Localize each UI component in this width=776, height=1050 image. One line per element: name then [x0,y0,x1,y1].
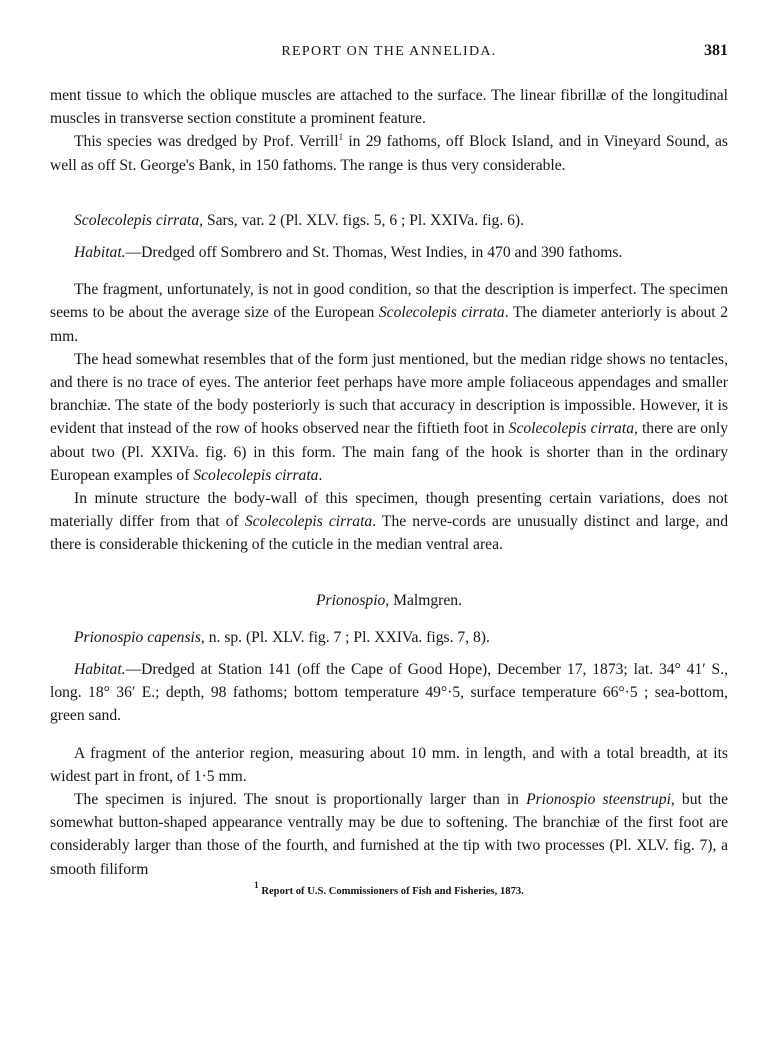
paragraph-text: , but the somewhat button-shaped appearance ventrally may be due to softening. The branchiæ of the first foot are considerably larger than those of the fourth, and furnished at the tip with two processes (Pl. XLV. fig. 7), a smooth filiform [50,791,728,878]
paragraph-condition [50,278,728,348]
species-citation: , Sars, var. 2 (Pl. XLV. figs. 5, 6 ; Pl. XXIVa. fig. 6). [199,211,525,229]
species-name: Scolecolepis cirrata [244,513,373,531]
footnote-mark: 1 [254,879,259,890]
paragraph-text: . The diameter anteriorly is about 2 mm. [50,304,728,345]
paragraph-text: ment tissue to which the oblique muscles are attached to the surface. The linear fibrillæ of the longitudinal muscles in transverse section constitute a prominent feature. [50,87,728,128]
paragraph-text: The specimen is injured. The snout is proportionally larger than in [74,791,527,809]
page [50,40,728,899]
habitat-scolecolepis [50,241,728,264]
genus-author: , Malmgren. [385,591,462,609]
footnote-text: Report of U.S. Commissioners of Fish and Fisheries, 1873. [258,885,524,897]
species-citation: , n. sp. (Pl. XLV. fig. 7 ; Pl. XXIVa. figs. 7, 8). [200,628,490,646]
paragraph-text: This species was dredged by Prof. Verrill [74,133,339,151]
paragraph-text: The fragment, unfortunately, is not in good condition, so that the description is imperfect. The specimen seems to be about the average size of the European [50,281,728,322]
species-name: Scolecolepis cirrata [378,304,505,322]
paragraph-fragment [50,742,728,788]
paragraph-text: . [318,466,323,484]
habitat-label: Habitat. [74,661,126,679]
paragraph-text: . The nerve-cords are unusually distinct and large, and there is considerable thickening of the cuticle in the median ventral area. [50,513,728,554]
paragraph-head [50,348,728,487]
paragraph-text: In minute structure the body-wall of this specimen, though presenting certain variations, does not materially differ from that of [50,490,728,531]
genus-heading-prionospio [50,589,728,612]
genus-name: Prionospio [316,591,386,609]
species-heading-scolecolepis [50,209,728,232]
habitat-text: —Dredged off Sombrero and St. Thomas, West Indies, in 470 and 390 fathoms. [125,244,623,262]
habitat-prionospio [50,658,728,728]
paragraph-text: , there are only about two (Pl. XXIVa. fig. 6) in this form. The main fang of the hook is shorter than in the ordinary European examples of [50,420,728,484]
page-number: 381 [704,42,728,59]
habitat-label: Habitat. [74,244,126,262]
header-title: REPORT ON THE ANNELIDA. [281,44,497,59]
species-name: Prionospio steenstrupi [526,791,671,809]
paragraph-text: A fragment of the anterior region, measuring about 10 mm. in length, and with a total breadth, at its widest part in front, of 1·5 mm. [50,744,728,785]
paragraph-text: The head somewhat resembles that of the form just mentioned, but the median ridge shows no tentacles, and there is no trace of eyes. The anterior feet perhaps have more ample foliaceous appendages and smaller branchiæ. The state of the body posteriorly is such that accuracy in description is impossible. However, it is evident that instead of the row of hooks observed near the fiftieth foot in [50,350,728,438]
footnote [50,879,728,899]
footnote-marker: 1 [338,132,344,143]
paragraph-structure [50,487,728,557]
paragraph-injured [50,788,728,881]
paragraph-text: in 29 fathoms, off Block Island, and in Vineyard Sound, as well as off St. George's Bank, in 150 fathoms. The range is thus very considerable. [50,133,728,174]
species-name: Scolecolepis cirrata [74,211,200,229]
paragraph-continuation [50,84,728,130]
species-name: Prionospio capensis [74,628,201,646]
species-heading-prionospio [50,626,728,649]
species-name: Scolecolepis cirrata [508,420,634,438]
habitat-text: —Dredged at Station 141 (off the Cape of Good Hope), December 17, 1873; lat. 34° 41′ S., long. 18° 36′ E.; depth, 98 fathoms; bottom temperature 49°·5, surface temperature 66°·5 ; sea-bottom, green sand. [50,661,728,725]
paragraph-range [50,130,728,176]
running-head [50,40,728,64]
species-name: Scolecolepis cirrata [193,466,319,484]
